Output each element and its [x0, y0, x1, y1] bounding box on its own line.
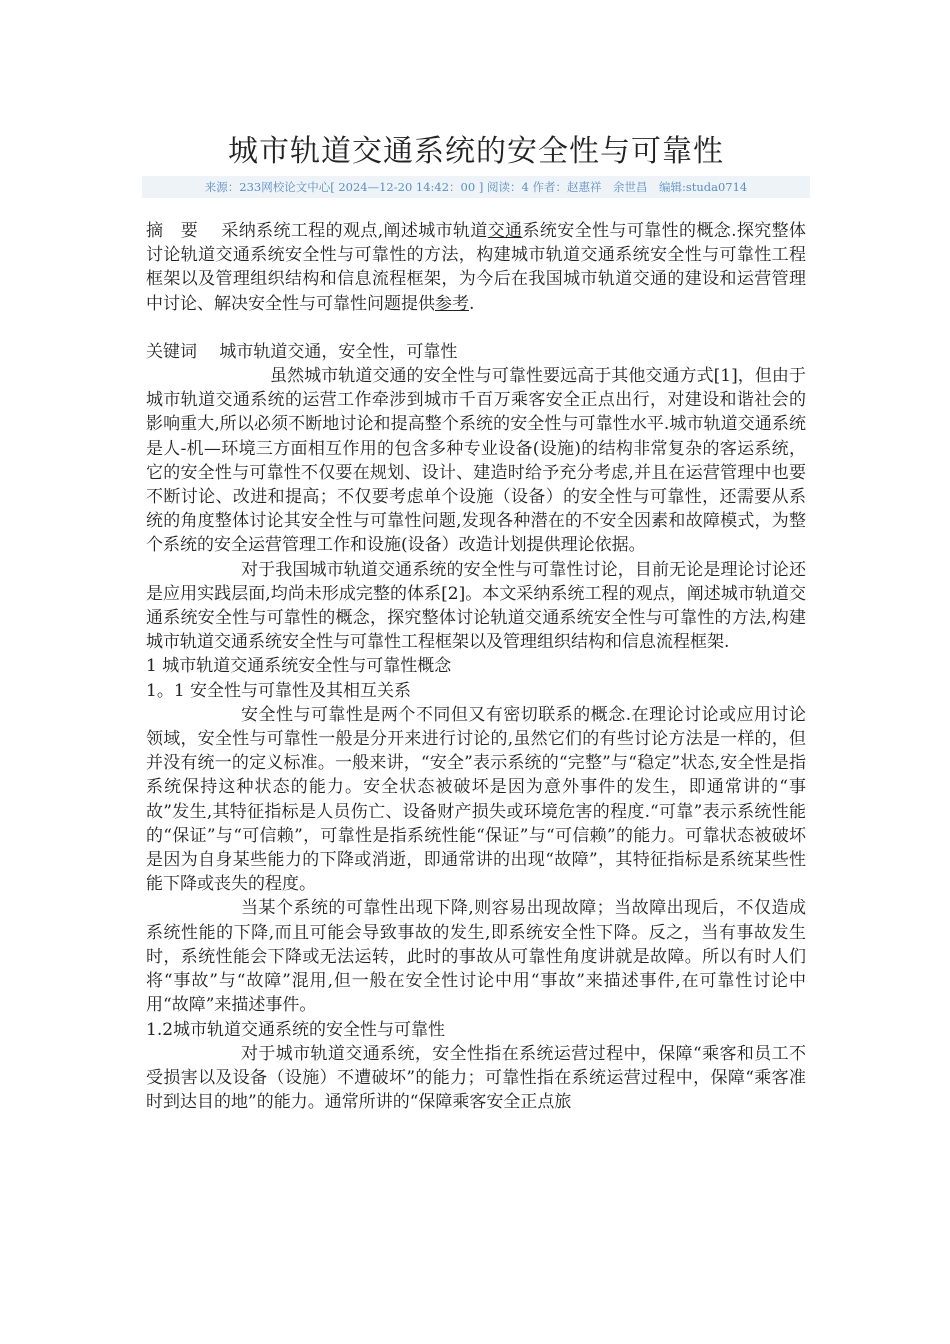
article-body: [146, 219, 806, 1114]
section-heading-1: 1 城市轨道交通系统安全性与可靠性概念: [146, 656, 452, 677]
page-title: 城市轨道交通系统的安全性与可靠性: [228, 134, 724, 169]
abstract-end: .: [469, 293, 475, 314]
section-heading-1-2: 1.2城市轨道交通系统的安全性与可靠性: [146, 1019, 446, 1040]
article-meta: [142, 176, 810, 198]
keywords: [146, 340, 806, 364]
abstract-text: 采纳系统工程的观点,阐述城市轨道: [221, 221, 488, 241]
keywords-label: 关键词: [146, 341, 197, 362]
paragraph-5: 对于城市轨道交通系统，安全性指在系统运营过程中，保障“乘客和员工不受损害以及设备（设施）不遭破坏”的能力；可靠性指在系统运营过程中，保障“乘客准时到达目的地”的能力。通常所讲的“保障乘客安全正点旅: [146, 1043, 806, 1113]
paragraph-4: 当某个系统的可靠性出现下降,则容易出现故障；当故障出现后，不仅造成系统性能的下降,而且可能会导致事故的发生,即系统安全性下降。反之，当有事故发生时，系统性能会下降或无法运转，此时的事故从可靠性角度讲就是故障。所以有时人们将“事故”与“故障”混用,但一般在安全性讨论中用“事故”来描述事件,在可靠性讨论中用“故障”来描述事件。: [146, 898, 806, 1016]
keywords-text: 城市轨道交通，安全性，可靠性: [219, 341, 458, 362]
abstract-label: 摘 要: [146, 221, 199, 241]
abstract-text-2: 系统安全性与可靠性的概念.探究整体讨论轨道交通系统安全性与可靠性的方法，构建城市轨道交通系统安全性与可靠性工程框架以及管理组织结构和信息流程框架，为今后在我国城市轨道交通的建设和运营管理中讨论、解决安全性与可靠性问题提供: [146, 221, 807, 314]
paragraph-2: 对于我国城市轨道交通系统的安全性与可靠性讨论，目前无论是理论讨论还是应用实践层面,均尚未形成完整的体系[2]。本文采纳系统工程的观点，阐述城市轨道交通系统安全性与可靠性的概念，探究整体讨论轨道交通系统安全性与可靠性的方法,构建城市轨道交通系统安全性与可靠性工程框架以及管理组织结构和信息流程框架.: [146, 559, 806, 653]
link-cankao[interactable]: 参考: [435, 293, 469, 314]
abstract: [146, 219, 806, 316]
paragraph-3: 安全性与可靠性是两个不同但又有密切联系的概念.在理论讨论或应用讨论领域，安全性与可靠性一般是分开来进行讨论的,虽然它们的有些讨论方法是一样的，但并没有统一的定义标准。一般来讲，“安全”表示系统的“完整”与“稳定”状态,安全性是指系统保持这种状态的能力。安全状态被破坏是因为意外事件的发生，即通常讲的“事故”发生,其特征指标是人员伤亡、设备财产损失或环境危害的程度.“可靠”表示系统性能的“保证”与“可信赖”，可靠性是指系统性能“保证”与“可信赖”的能力。可靠状态被破坏是因为自身某些能力的下降或消逝，即通常讲的出现“故障”，其特征指标是系统某些性能下降或丧失的程度。: [146, 704, 806, 895]
section-heading-1-1: 1。1 安全性与可靠性及其相互关系: [146, 680, 412, 701]
paragraph-1: 虽然城市轨道交通的安全性与可靠性要远高于其他交通方式[1]，但由于城市轨道交通系统的运营工作牵涉到城市千百万乘客安全正点出行，对建设和谐社会的影响重大,所以必须不断地讨论和提高整个系统的安全性与可靠性水平.城市轨道交通系统是人-机—环境三方面相互作用的包含多种专业设备(设施)的结构非常复杂的客运系统，它的安全性与可靠性不仅要在规划、设计、建造时给予充分考虑,并且在运营管理中也要不断讨论、改进和提高；不仅要考虑单个设施（设备）的安全性与可靠性，还需要从系统的角度整体讨论其安全性与可靠性问题,发现各种潜在的不安全因素和故障模式，为整个系统的安全运营管理工作和设施(设备）改造计划提供理论依据。: [146, 366, 806, 556]
meta-source: 来源：233网校论文中心[ 2024—12-20 14:42：00 ] 阅读：4 作者：赵惠祥 余世昌 编辑:studa0714: [204, 180, 748, 194]
spacer: [146, 316, 806, 340]
link-jiaotong[interactable]: 交通: [487, 221, 523, 241]
